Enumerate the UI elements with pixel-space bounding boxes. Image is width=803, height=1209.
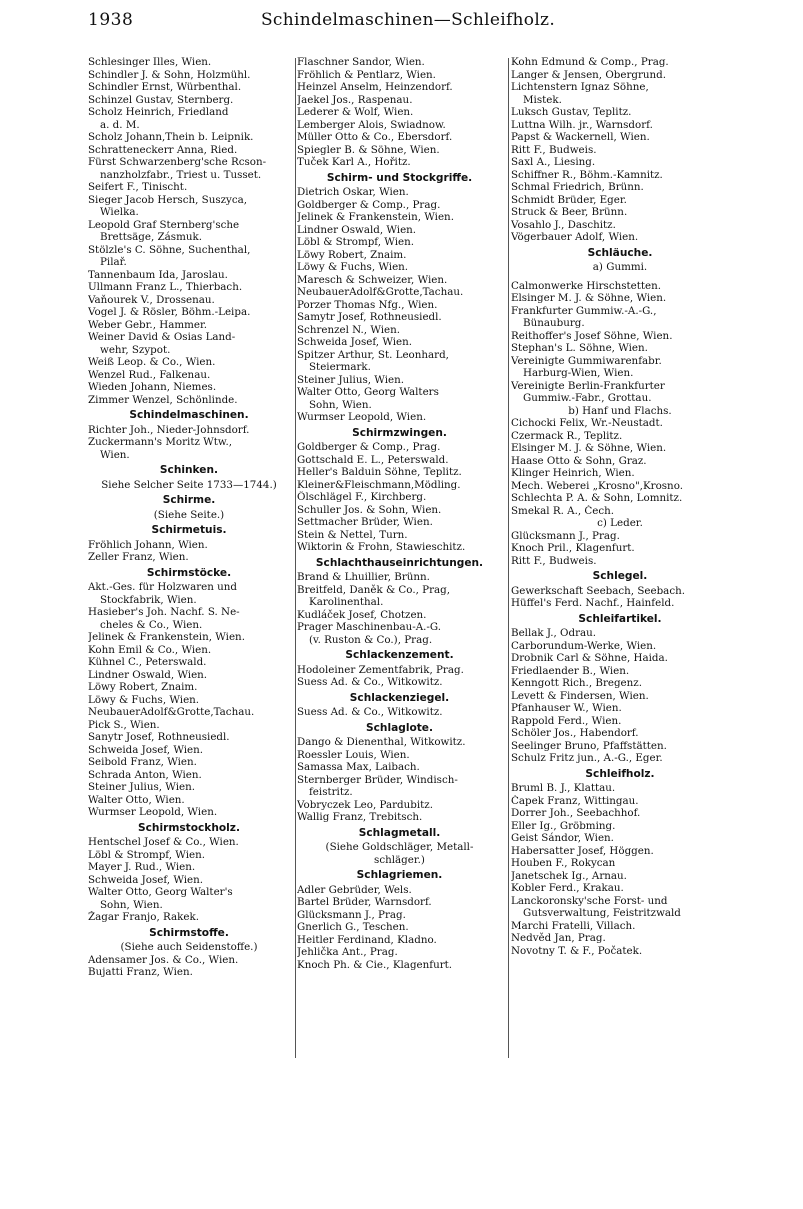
directory-entry: Walter Otto, Wien. <box>88 793 185 806</box>
directory-entry: Vogel J. & Rösler, Böhm.-Leipa. <box>88 306 251 318</box>
directory-entry: Müller Otto & Co., Ebersdorf. <box>297 131 453 143</box>
directory-entry: Czermack R., Teplitz. <box>511 429 623 442</box>
directory-entry: Seelinger Bruno, Pfaffstätten. <box>511 739 667 752</box>
section-heading: Schirmzwingen. <box>352 426 447 439</box>
entry-continuation: Stockfabrik, Wien. <box>100 593 197 606</box>
directory-entry: Wurmser Leopold, Wien. <box>297 411 427 423</box>
directory-entry: Goldberger & Comp., Prag. <box>297 441 441 453</box>
directory-entry: Kohn Edmund & Comp., Prag. <box>511 56 669 68</box>
directory-entry: Löwy & Fuchs, Wien. <box>297 261 409 273</box>
directory-entry: Zimmer Wenzel, Schönlinde. <box>88 393 238 406</box>
directory-entry: Scholz Johann,Thein b. Leipnik. <box>88 131 254 143</box>
entry-continuation: Mistek. <box>523 93 562 106</box>
directory-entry: NeubauerAdolf&Grotte,Tachau. <box>297 286 464 298</box>
directory-entry: Hüffel's Ferd. Nachf., Hainfeld. <box>511 597 675 609</box>
entry-continuation: Gummiw.-Fabr., Grottau. <box>523 392 652 404</box>
directory-entry: Akt.-Ges. für Holzwaren und <box>88 581 237 593</box>
directory-entry: Elsinger M. J. & Söhne, Wien. <box>511 292 667 304</box>
directory-entry: Mayer J. Rud., Wien. <box>88 861 196 873</box>
directory-entry: Wallig Franz, Trebitsch. <box>297 811 423 823</box>
directory-entry: Lanckoronsky'sche Forst- und <box>511 894 668 907</box>
directory-entry: Samassa Max, Laibach. <box>297 761 420 773</box>
column-left <box>88 56 290 979</box>
directory-entry: Schratteneckerr Anna, Ried. <box>88 143 238 156</box>
directory-entry: Wiktorin & Frohn, Stawieschitz. <box>297 541 466 553</box>
directory-entry: Schweida Josef, Wien. <box>88 873 204 886</box>
directory-entry: Langer & Jensen, Obergrund. <box>511 68 667 81</box>
directory-entry: Richter Joh., Nieder-Johnsdorf. <box>88 423 250 436</box>
directory-entry: Carborundum-Werke, Wien. <box>511 639 657 652</box>
directory-entry: Jelinek & Frankenstein, Wien. <box>88 631 245 643</box>
directory-entry: Sanytr Josef, Rothneusiedl. <box>88 731 230 743</box>
column-divider <box>508 58 509 1058</box>
section-heading: Schirme. <box>162 494 216 506</box>
directory-entry: Sieger Jacob Hersch, Suszyca, <box>88 193 248 206</box>
directory-entry: Walter Otto, Georg Walter's <box>88 886 233 898</box>
directory-entry: Knoch Ph. & Cie., Klagenfurt. <box>297 958 453 971</box>
directory-entry: Schindler Ernst, Würbenthal. <box>88 81 242 93</box>
section-heading: Schirmstockholz. <box>138 821 240 834</box>
directory-entry: Jehlička Ant., Prag. <box>297 946 398 958</box>
directory-entry: Stephan's L. Söhne, Wien. <box>511 342 648 354</box>
directory-entry: Habersatter Josef, Höggen. <box>511 844 654 857</box>
directory-entry: Ullmann Franz L., Thierbach. <box>88 281 243 293</box>
section-note: (Siehe Seite.) <box>153 508 225 521</box>
directory-entry: Ritt F., Budweis. <box>511 143 597 156</box>
section-note: (Siehe auch Seidenstoffe.) <box>120 941 258 953</box>
directory-entry: Saxl A., Liesing. <box>511 156 596 168</box>
directory-entry: Nedvěd Jan, Prag. <box>511 932 606 944</box>
section-heading: Schirmstoffe. <box>149 926 229 939</box>
directory-entry: Bujatti Franz, Wien. <box>88 966 193 978</box>
section-heading: Schlackenziegel. <box>349 691 450 704</box>
directory-entry: Löwy & Fuchs, Wien. <box>88 693 200 706</box>
directory-entry: Schiffner R., Böhm.-Kamnitz. <box>511 168 663 181</box>
directory-entry: Vereinigte Gummiwarenfabr. <box>511 354 662 367</box>
directory-entry: Klinger Heinrich, Wien. <box>511 467 635 479</box>
directory-entry: Lichtenstern Ignaz Söhne, <box>511 81 649 93</box>
directory-entry: Jaekel Jos., Raspenau. <box>297 93 413 106</box>
directory-entry: Schmidt Brüder, Eger. <box>511 193 627 206</box>
directory-entry: Schmal Friedrich, Brünn. <box>511 181 644 193</box>
directory-entry: Kenngott Rich., Bregenz. <box>511 677 642 689</box>
entry-continuation: Brettsäge, Zásmuk. <box>100 231 202 243</box>
page-title: Schindelmaschinen—Schleifholz. <box>260 10 556 30</box>
directory-entry: Schöler Jos., Habendorf. <box>511 727 639 739</box>
directory-entry: Kohn Emil & Co., Wien. <box>88 643 212 656</box>
directory-entry: Rappold Ferd., Wien. <box>511 714 622 727</box>
directory-entry: Žagar Franjo, Rakek. <box>88 911 199 923</box>
directory-entry: Dorrer Joh., Seebachhof. <box>511 807 641 819</box>
directory-entry: Pfanhauser W., Wien. <box>511 702 622 714</box>
directory-entry: Roessler Louis, Wien. <box>297 748 410 761</box>
directory-entry: Bruml B. J., Klattau. <box>511 782 616 794</box>
directory-entry: Weiß Leop. & Co., Wien. <box>88 356 216 368</box>
directory-entry: Luttna Wilh. jr., Warnsdorf. <box>511 118 653 131</box>
directory-entry: Stein & Nettel, Turn. <box>297 528 408 541</box>
directory-entry: Fröhlich Johann, Wien. <box>88 538 208 551</box>
directory-entry: Cichocki Felix, Wr.-Neustadt. <box>511 417 663 429</box>
directory-entry: Flaschner Sandor, Wien. <box>297 56 425 68</box>
directory-entry: Tannenbaum Ida, Jaroslau. <box>88 268 228 281</box>
entry-continuation: Pilař. <box>100 256 127 268</box>
directory-entry: Eller Ig., Gröbming. <box>511 819 616 832</box>
directory-entry: Schweida Josef, Wien. <box>297 336 413 348</box>
directory-entry: Bellak J., Odrau. <box>511 627 597 639</box>
directory-entry: Dango & Dienenthal, Witkowitz. <box>297 736 466 748</box>
directory-entry: Jelinek & Frankenstein, Wien. <box>297 211 454 223</box>
column-divider <box>295 58 296 1058</box>
subsection-label: a) Gummi. <box>592 261 648 273</box>
directory-entry: Heller's Balduin Söhne, Teplitz. <box>297 466 462 478</box>
directory-entry: Schulz Fritz jun., A.-G., Eger. <box>511 752 663 764</box>
directory-entry: Ölschlägel F., Kirchberg. <box>297 491 427 503</box>
directory-entry: Löwy Robert, Znaim. <box>297 248 407 261</box>
directory-entry: Scholz Heinrich, Friedland <box>88 106 229 118</box>
directory-entry: Löwy Robert, Znaim. <box>88 681 198 693</box>
directory-entry: Suess Ad. & Co., Witkowitz. <box>297 706 443 718</box>
section-heading: Schlagmetall. <box>358 826 441 839</box>
directory-entry: Bartel Brüder, Warnsdorf. <box>297 896 432 908</box>
entry-continuation: a. d. M. <box>100 118 140 131</box>
directory-entry: Weiner David & Osias Land- <box>88 331 236 343</box>
directory-entry: Fröhlich & Pentlarz, Wien. <box>297 68 436 81</box>
directory-entry: Löbl & Strompf, Wien. <box>297 236 414 248</box>
entry-continuation: Gutsverwaltung, Feistritzwald <box>523 907 681 919</box>
page-header <box>88 6 728 40</box>
directory-entry: Heinzel Anselm, Heinzendorf. <box>297 81 453 93</box>
directory-entry: Breitfeld, Daněk & Co., Prag, <box>297 583 450 596</box>
directory-entry: Papst & Wackernell, Wien. <box>511 131 650 143</box>
section-heading: Schirmetuis. <box>151 524 227 536</box>
directory-entry: Steiner Julius, Wien. <box>297 373 405 386</box>
directory-entry: Fürst Schwarzenberg'sche Rcson- <box>88 156 267 168</box>
section-note: schläger.) <box>374 853 425 866</box>
directory-entry: Leopold Graf Sternberg'sche <box>88 218 240 231</box>
directory-entry: Lindner Oswald, Wien. <box>297 223 417 236</box>
directory-entry: Löbl & Strompf, Wien. <box>88 848 205 861</box>
directory-entry: Gottschald E. L., Peterswald. <box>297 453 449 466</box>
directory-entry: Vereinigte Berlin-Frankfurter <box>511 379 665 392</box>
directory-entry: Schlesinger Illes, Wien. <box>88 56 212 68</box>
section-heading: Schlagriemen. <box>356 869 443 881</box>
directory-entry: Walter Otto, Georg Walters <box>297 386 439 398</box>
directory-entry: Schuller Jos. & Sohn, Wien. <box>297 503 442 516</box>
directory-entry: Prager Maschinenbau-A.-G. <box>297 621 442 633</box>
directory-entry: Geist Sándor, Wien. <box>511 832 614 844</box>
directory-entry: Weber Gebr., Hammer. <box>88 318 208 331</box>
section-heading: Schlachthauseinrichtungen. <box>315 556 484 569</box>
directory-entry: Porzer Thomas Nfg., Wien. <box>297 298 438 311</box>
entry-continuation: Sohn, Wien. <box>100 898 163 911</box>
directory-entry: Kobler Ferd., Krakau. <box>511 882 624 894</box>
directory-entry: Zuckermann's Moritz Wtw., <box>88 436 233 448</box>
section-heading: Schlackenzement. <box>345 649 454 661</box>
entry-continuation: wehr, Szypot. <box>100 343 171 356</box>
column-middle <box>297 56 502 971</box>
directory-entry: Spitzer Arthur, St. Leonhard, <box>297 348 449 361</box>
section-heading: Schleifartikel. <box>578 612 662 625</box>
directory-entry: Hentschel Josef & Co., Wien. <box>88 836 239 848</box>
directory-entry: Schinzel Gustav, Sternberg. <box>88 93 234 106</box>
entry-continuation: Sohn, Wien. <box>309 398 372 411</box>
column-right <box>511 56 729 957</box>
directory-entry: Steiner Julius, Wien. <box>88 781 196 793</box>
directory-entry: Adler Gebrüder, Wels. <box>297 883 412 896</box>
directory-entry: Kudláček Josef, Chotzen. <box>297 608 427 621</box>
directory-entry: Smekal R. A., Čech. <box>511 504 615 517</box>
entry-continuation: Wien. <box>100 448 130 461</box>
directory-entry: Schrenzel N., Wien. <box>297 323 401 336</box>
directory-entry: Goldberger & Comp., Prag. <box>297 198 441 211</box>
section-heading: Schirm- und Stockgriffe. <box>326 171 473 184</box>
section-heading: Schindelmaschinen. <box>129 409 249 421</box>
section-heading: Schirmstöcke. <box>146 566 232 579</box>
directory-entry: Lemberger Alois, Swiadnow. <box>297 118 446 131</box>
directory-entry: Suess Ad. & Co., Witkowitz. <box>297 676 443 688</box>
directory-entry: Friedlaender B., Wien. <box>511 664 630 677</box>
directory-entry: Gewerkschaft Seebach, Seebach. <box>511 584 685 597</box>
directory-entry: Vosahlo J., Daschitz. <box>511 218 616 231</box>
directory-entry: Struck & Beer, Brünn. <box>511 206 628 218</box>
directory-entry: Janetschek Ig., Arnau. <box>511 869 627 882</box>
directory-entry: Haase Otto & Sohn, Graz. <box>511 454 647 467</box>
directory-entry: Pick S., Wien. <box>88 718 160 731</box>
section-note: Siehe Selcher Seite 1733—1744.) <box>101 478 277 491</box>
directory-entry: Wurmser Leopold, Wien. <box>88 806 218 818</box>
directory-entry: Frankfurter Gummiw.-A.-G., <box>511 304 657 317</box>
directory-entry: Hasieber's Joh. Nachf. S. Ne- <box>88 606 240 618</box>
directory-entry: Calmonwerke Hirschstetten. <box>511 279 662 292</box>
directory-entry: Heitler Ferdinand, Kladno. <box>297 933 437 946</box>
page-number: 1938 <box>88 10 134 30</box>
entry-continuation: Bünauburg. <box>523 317 585 329</box>
directory-entry: Adensamer Jos. & Co., Wien. <box>88 953 239 966</box>
directory-entry: Reithoffer's Josef Söhne, Wien. <box>511 329 673 342</box>
entry-continuation: (v. Ruston & Co.), Prag. <box>309 633 433 646</box>
section-heading: Schläuche. <box>587 246 653 259</box>
directory-entry: Tuček Karl A., Hořitz. <box>297 156 411 168</box>
directory-entry: Lederer & Wolf, Wien. <box>297 106 414 118</box>
directory-entry: Lindner Oswald, Wien. <box>88 668 208 681</box>
directory-entry: Novotny T. & F., Počatek. <box>511 944 643 957</box>
entry-continuation: feistritz. <box>309 786 353 798</box>
directory-entry: Wieden Johann, Niemes. <box>88 381 217 393</box>
directory-entry: Brand & Lhuillier, Brünn. <box>297 571 430 583</box>
directory-entry: Spiegler B. & Söhne, Wien. <box>297 143 440 156</box>
directory-entry: Maresch & Schweizer, Wien. <box>297 273 448 286</box>
directory-entry: Settmacher Brüder, Wien. <box>297 516 433 528</box>
directory-entry: Samytr Josef, Rothneusiedl. <box>297 311 442 323</box>
directory-entry: Gnerlich G., Teschen. <box>297 921 409 933</box>
directory-entry: Marchi Fratelli, Villach. <box>511 919 636 932</box>
directory-entry: Schindler J. & Sohn, Holzmühl. <box>88 68 251 81</box>
directory-entry: Levett & Findersen, Wien. <box>511 689 649 702</box>
directory-entry: Schrada Anton, Wien. <box>88 768 202 781</box>
directory-entry: Drobnik Carl & Söhne, Haida. <box>511 652 668 664</box>
directory-entry: Elsinger M. J. & Söhne, Wien. <box>511 442 667 454</box>
entry-continuation: Steiermark. <box>309 361 371 373</box>
directory-entry: Vögerbauer Adolf, Wien. <box>511 231 639 243</box>
directory-entry: Schlechta P. A. & Sohn, Lomnitz. <box>511 492 683 504</box>
subsection-label: c) Leder. <box>597 517 643 529</box>
directory-entry: Schweida Josef, Wien. <box>88 743 204 756</box>
entry-continuation: cheles & Co., Wien. <box>100 618 203 631</box>
directory-entry: Stölzle's C. Söhne, Suchenthal, <box>88 243 251 256</box>
directory-entry: Glücksmann J., Prag. <box>297 908 406 921</box>
entry-continuation: Karolinenthal. <box>309 596 384 608</box>
directory-entry: Vaňourek V., Drossenau. <box>88 293 215 306</box>
directory-entry: NeubauerAdolf&Grotte,Tachau. <box>88 706 255 718</box>
directory-entry: Dietrich Oskar, Wien. <box>297 186 409 198</box>
directory-entry: Hodoleiner Zementfabrik, Prag. <box>297 663 464 676</box>
directory-entry: Knoch Pril., Klagenfurt. <box>511 542 635 554</box>
directory-entry: Seifert F., Tinischt. <box>88 181 188 193</box>
section-heading: Schlaglote. <box>366 721 433 734</box>
directory-entry: Sternberger Brüder, Windisch- <box>297 773 458 786</box>
directory-entry: Kühnel C., Peterswald. <box>88 656 207 668</box>
section-note: (Siehe Goldschläger, Metall- <box>325 841 474 853</box>
directory-entry: Seibold Franz, Wien. <box>88 756 197 768</box>
directory-entry: Čapek Franz, Wittingau. <box>511 794 639 807</box>
directory-entry: Zeller Franz, Wien. <box>88 551 189 563</box>
entry-continuation: Harburg-Wien, Wien. <box>523 367 634 379</box>
directory-entry: Luksch Gustav, Teplitz. <box>511 106 632 118</box>
directory-entry: Vobryczek Leo, Pardubitz. <box>297 798 433 811</box>
entry-continuation: nanzholzfabr., Triest u. Tusset. <box>100 168 262 181</box>
directory-entry: Mech. Weberei „Krosno",Krosno. <box>511 479 683 492</box>
directory-entry: Ritt F., Budweis. <box>511 554 597 567</box>
subsection-label: b) Hanf und Flachs. <box>568 404 672 417</box>
directory-entry: Wenzel Rud., Falkenau. <box>88 368 211 381</box>
section-heading: Schinken. <box>159 464 219 476</box>
directory-entry: Kleiner&Fleischmann,Mödling. <box>297 478 461 491</box>
section-heading: Schleifholz. <box>585 767 655 780</box>
directory-entry: Glücksmann J., Prag. <box>511 529 620 542</box>
section-heading: Schlegel. <box>592 570 648 582</box>
directory-entry: Houben F., Rokycan <box>511 857 616 869</box>
entry-continuation: Wielka. <box>100 206 139 218</box>
